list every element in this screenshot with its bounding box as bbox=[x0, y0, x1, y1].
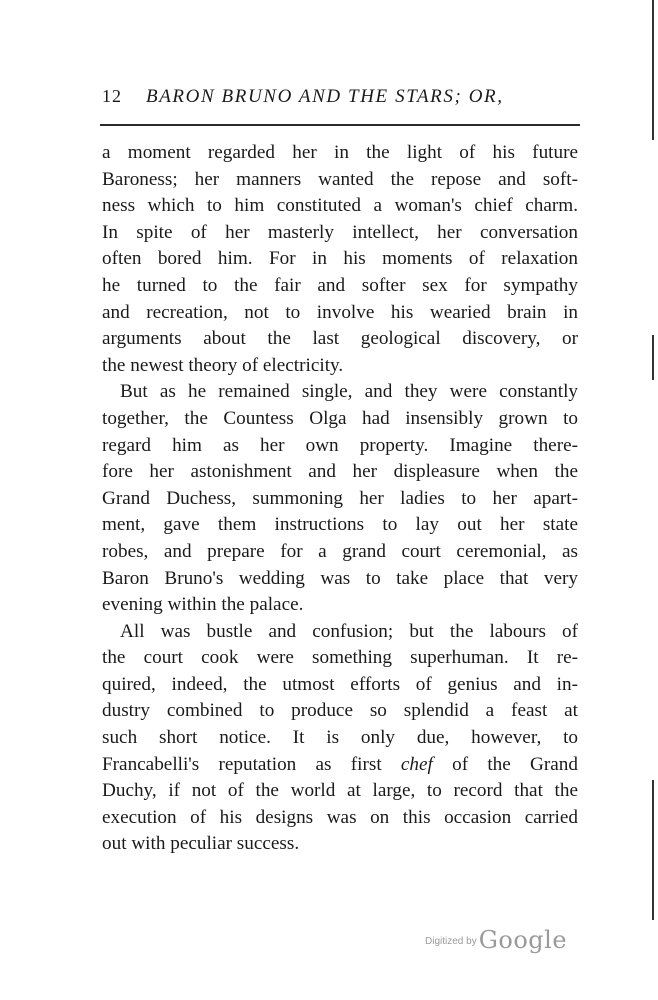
watermark-brand: Google bbox=[478, 926, 568, 954]
text-line: he turned to the fair and softer sex for sympathy bbox=[102, 274, 578, 296]
text-line: such short notice. It is only due, however, to bbox=[102, 727, 578, 749]
text-line: arguments about the last geological discovery, or bbox=[102, 328, 578, 350]
page-header bbox=[102, 86, 580, 114]
text-line: the court cook were something superhuman. It re- bbox=[102, 647, 578, 669]
text-line-mixed bbox=[102, 752, 578, 779]
text-line: robes, and prepare for a grand court ceremonial, as bbox=[102, 540, 578, 562]
text-line: Duchy, if not of the world at large, to record that the bbox=[102, 780, 578, 802]
italic-word: chef bbox=[400, 753, 433, 775]
text-line: out with peculiar success. bbox=[102, 833, 300, 855]
text-line: evening within the palace. bbox=[102, 594, 304, 616]
text-line: and recreation, not to involve his wearied brain in bbox=[102, 301, 578, 323]
scan-edge-mark bbox=[652, 0, 654, 140]
text-line: All was bustle and confusion; but the labours of bbox=[120, 620, 578, 642]
text-line: together, the Countess Olga had insensibly grown to bbox=[102, 407, 578, 429]
text-line: ness which to him constituted a woman's chief charm. bbox=[102, 195, 578, 217]
text-line: Baron Bruno's wedding was to take place that very bbox=[102, 567, 578, 589]
text-line: the newest theory of electricity. bbox=[102, 354, 344, 376]
text-line: ment, gave them instructions to lay out her state bbox=[102, 514, 578, 536]
text-line: a moment regarded her in the light of his future bbox=[102, 142, 578, 163]
text-line: Baroness; her manners wanted the repose and soft- bbox=[102, 168, 578, 190]
text-line: often bored him. For in his moments of relaxation bbox=[102, 248, 578, 270]
text-line: In spite of her masterly intellect, her conversation bbox=[102, 221, 578, 243]
running-title: BARON BRUNO AND THE STARS; OR, bbox=[146, 86, 504, 107]
text-line: fore her astonishment and her displeasure when the bbox=[102, 461, 578, 483]
header-rule bbox=[100, 124, 580, 126]
text-line: But as he remained single, and they were constantly bbox=[120, 381, 578, 403]
text-line: quired, indeed, the utmost efforts of genius and in- bbox=[102, 673, 578, 695]
scan-edge-mark bbox=[652, 780, 654, 920]
text-segment: Francabelli's reputation as first bbox=[102, 753, 382, 775]
text-segment: of the Grand bbox=[452, 753, 578, 775]
digitization-watermark bbox=[425, 926, 567, 954]
watermark-prefix: Digitized by bbox=[425, 936, 477, 947]
text-line: regard him as her own property. Imagine there- bbox=[102, 434, 578, 456]
text-line: execution of his designs was on this occasion carried bbox=[102, 806, 578, 828]
page-number: 12 bbox=[102, 86, 122, 106]
text-line: dustry combined to produce so splendid a feast at bbox=[102, 700, 578, 722]
body-text bbox=[102, 140, 578, 858]
scan-edge-mark bbox=[652, 335, 654, 380]
text-line: Grand Duchess, summoning her ladies to her apart- bbox=[102, 487, 578, 509]
